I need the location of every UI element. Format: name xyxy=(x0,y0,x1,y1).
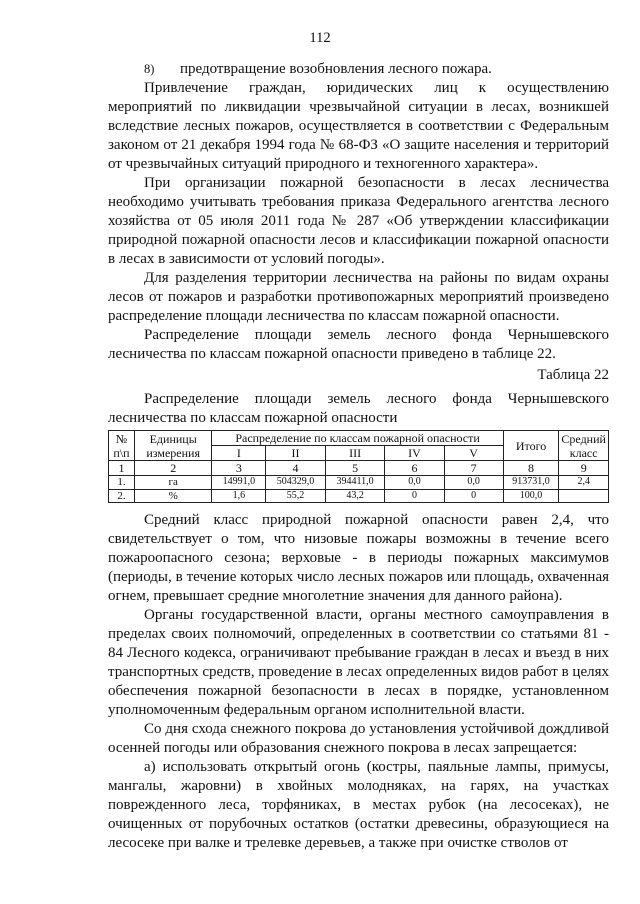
column-number: 8 xyxy=(503,461,559,476)
header-total: Итого xyxy=(503,431,559,461)
column-number: 1 xyxy=(109,461,135,476)
document-body xyxy=(108,60,609,853)
paragraph-prohibited-intro: Со дня схода снежного покрова до установления устойчивой дождливой осенней погоды или образования снежного покрова в лесах запрещается: xyxy=(108,721,609,756)
table-cell: 100,0 xyxy=(503,489,559,503)
table-cell: 14991,0 xyxy=(212,476,266,490)
column-number: 4 xyxy=(266,461,326,476)
header-class-group: Распределение по классам пожарной опасности xyxy=(212,431,503,446)
header-class-3: III xyxy=(325,446,385,461)
paragraph-authorities: Органы государственной власти, органы местного самоуправления в пределах своих полномочий, определенных в соответствии со статьями 81 - 84 Лесного кодекса, ограничивают пребывание граждан в лесах и въезд в них транспортных средств, проведение в лесах определенных видов работ в целях обеспечения пожарной безопасности в лесах в порядке, установленном уполномоченным федеральным органом исполнительной власти. xyxy=(108,607,609,718)
fire-danger-table xyxy=(108,430,609,503)
paragraph-table-reference: Распределение площади земель лесного фонда Чернышевского лесничества по классам пожарной опасности приведено в таблице 22. xyxy=(108,327,609,362)
list-item-number: 8) xyxy=(144,62,155,76)
table-cell: 2. xyxy=(109,489,135,503)
table-cell: 0,0 xyxy=(385,476,444,490)
table-row xyxy=(109,476,609,490)
page-number: 112 xyxy=(309,30,331,46)
table-caption: Распределение площади земель лесного фонда Чернышевского лесничества по классам пожарной опасности xyxy=(108,391,609,426)
table-cell: % xyxy=(134,489,212,503)
table-cell: 0 xyxy=(444,489,503,503)
table-cell: 2,4 xyxy=(559,476,609,490)
paragraph-average-class: Средний класс природной пожарной опасности равен 2,4, что свидетельствует о том, что низовые пожары возможны в течение всего пожароопасного сезона; верховые - в периоды пожарных максимумов (периоды, в течение которых число лесных пожаров или площадь, охваченная огнем, превышает средние многолетние значения для данного района). xyxy=(108,512,609,604)
header-class-4: IV xyxy=(385,446,444,461)
column-number: 3 xyxy=(212,461,266,476)
table-cell xyxy=(559,489,609,503)
header-units: Единицы измерения xyxy=(134,431,212,461)
paragraph-open-fire-prohibition: а) использовать открытый огонь (костры, паяльные лампы, примусы, мангалы, жаровни) в хвойных молодняках, на гарях, на участках поврежденного леса, торфяниках, в местах рубок (на лесосеках), не очищенных от порубочных остатков (остатки древесины, образующиеся на лесосеке при валке и трелевке деревьев, а также при очистке стволов от xyxy=(108,759,609,851)
paragraph-territory-division: Для разделения территории лесничества на районы по видам охраны лесов от пожаров и разработки противопожарных мероприятий произведено распределение площади лесничества по классам пожарной опасности. xyxy=(108,270,609,324)
paragraph-fire-safety-order: При организации пожарной безопасности в лесах лесничества необходимо учитывать требования приказа Федерального агентства лесного хозяйства от 05 июля 2011 года № 287 «Об утверждении классификации природной пожарной опасности лесов и классификации пожарной опасности в лесах в зависимости от условий погоды». xyxy=(108,175,609,267)
column-number: 9 xyxy=(559,461,609,476)
table-cell: 0,0 xyxy=(444,476,503,490)
header-class-1: I xyxy=(212,446,266,461)
table-label: Таблица 22 xyxy=(537,367,609,383)
table-cell: 913731,0 xyxy=(503,476,559,490)
table-cell: га xyxy=(134,476,212,490)
column-number: 2 xyxy=(134,461,212,476)
table-column-numbers-row xyxy=(109,461,609,476)
table-header-row xyxy=(109,431,609,446)
header-average-class: Средний класс xyxy=(559,431,609,461)
table-cell: 504329,0 xyxy=(266,476,326,490)
paragraph-citizens-involvement: Привлечение граждан, юридических лиц к осуществлению мероприятий по ликвидации чрезвычайной ситуации в лесах, возникшей вследствие лесных пожаров, осуществляется в соответствии с Федеральным законом от 21 декабря 1994 года № 68-ФЗ «О защите населения и территорий от чрезвычайных ситуаций природного и техногенного характера». xyxy=(108,80,609,172)
list-item-8 xyxy=(108,60,609,79)
table-cell: 1. xyxy=(109,476,135,490)
header-class-5: V xyxy=(444,446,503,461)
column-number: 6 xyxy=(385,461,444,476)
table-cell: 0 xyxy=(385,489,444,503)
column-number: 7 xyxy=(444,461,503,476)
table-cell: 55,2 xyxy=(266,489,326,503)
table-cell: 43,2 xyxy=(325,489,385,503)
list-item-text: предотвращение возобновления лесного пожара. xyxy=(180,61,492,77)
column-number: 5 xyxy=(325,461,385,476)
table-cell: 394411,0 xyxy=(325,476,385,490)
table-cell: 1,6 xyxy=(212,489,266,503)
header-class-2: II xyxy=(266,446,326,461)
table-row xyxy=(109,489,609,503)
header-number: № п\п xyxy=(109,431,135,461)
